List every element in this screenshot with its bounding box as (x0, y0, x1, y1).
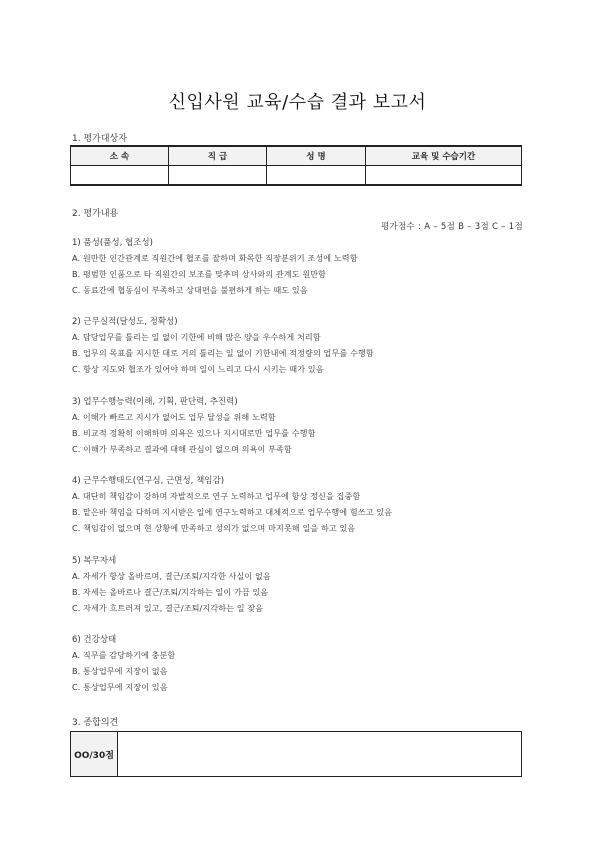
category-ability (72, 395, 532, 457)
category-item-b: B. 비교적 정확히 이해하며 의욕은 있으나 지시대로만 업무를 수행함 (72, 428, 316, 438)
period-cell[interactable] (366, 165, 522, 185)
column-header-department: 소 속 (71, 146, 169, 165)
category-item-a: A. 원만한 인간관계로 직원간에 협조를 잘하며 화목한 직장분위기 조성에 노력함 (72, 253, 358, 263)
document-title: 신입사원 교육/수습 결과 보고서 (168, 92, 427, 113)
category-title: 2) 근무실적(달성도, 정확성) (72, 317, 178, 327)
table-row (71, 165, 522, 185)
category-title: 4) 근무수행태도(연구심, 근면성, 책임감) (72, 476, 225, 486)
category-item-b: B. 맡은바 책임을 다하며 지시받은 일에 연구노력하고 대체적으로 업무수행에 힘쓰고 있음 (72, 507, 393, 517)
evaluatee-table-header (71, 146, 522, 165)
section-heading-evaluation: 2. 평가내용 (72, 209, 119, 219)
section-heading-evaluatee: 1. 평가대상자 (72, 134, 127, 144)
category-item-a: A. 담당업무를 틀리는 일 없이 기한에 비해 많은 양을 우수하게 처리함 (72, 332, 321, 342)
category-title: 1) 품성(품성, 협조성) (72, 238, 153, 248)
opinion-text-cell[interactable] (118, 732, 522, 777)
category-item-a: A. 직무를 감당하기에 충분함 (72, 650, 176, 660)
category-item-b: B. 업무의 목표를 지시한 대로 거의 틀리는 일 없이 기한내에 적정량의 업무를 수행함 (72, 348, 374, 358)
category-title: 3) 업무수행능력(이해, 기획, 판단력, 추진력) (72, 397, 238, 407)
category-item-b: B. 통상업무에 지장이 없음 (72, 666, 168, 676)
category-item-b: B. 평범한 인품으로 타 직원간의 보조를 맞추며 상사와의 관계도 원만함 (72, 269, 327, 279)
column-header-period: 교육 및 수습기간 (366, 146, 522, 165)
department-cell[interactable] (71, 165, 169, 185)
score-scale-note: 평가점수 : A – 5점 B – 3점 C – 1점 (380, 222, 523, 232)
category-item-a: A. 자세가 항상 올바르며, 결근/조퇴/지각한 사실이 없음 (72, 571, 271, 581)
category-item-c: C. 항상 지도와 협조가 있어야 하며 일이 느리고 다시 시키는 때가 있음 (72, 364, 324, 374)
section-heading-opinion: 3. 종합의견 (72, 718, 119, 728)
name-cell[interactable] (267, 165, 366, 185)
category-title: 6) 건강상태 (72, 635, 117, 645)
column-header-position: 직 급 (169, 146, 267, 165)
position-cell[interactable] (169, 165, 267, 185)
total-score-label: OO/30점 (71, 732, 118, 777)
category-conduct (72, 554, 532, 616)
category-item-a: A. 이해가 빠르고 지시가 없어도 업무 달성을 위해 노력함 (72, 412, 276, 422)
category-health (72, 633, 532, 695)
category-performance (72, 315, 532, 377)
category-character (72, 236, 532, 298)
column-header-name: 성 명 (267, 146, 366, 165)
category-item-c: C. 자세가 흐트러져 있고, 결근/조퇴/지각하는 일 잦음 (72, 603, 264, 613)
evaluatee-table (70, 145, 522, 186)
category-item-b: B. 자세는 올바르나 결근/조퇴/지각하는 일이 가끔 있음 (72, 587, 269, 597)
category-item-c: C. 통상업무에 지장이 있음 (72, 682, 168, 692)
category-item-c: C. 동료간에 협동심이 부족하고 상대편을 불편하게 하는 때도 있음 (72, 285, 308, 295)
category-attitude (72, 474, 532, 536)
category-item-c: C. 책임감이 없으며 현 상황에 만족하고 성의가 없으며 마지못해 일을 하고 있음 (72, 523, 356, 533)
category-title: 5) 복무자세 (72, 556, 117, 566)
category-item-a: A. 대단히 책임감이 강하며 자발적으로 연구 노력하고 업무에 항상 정신을 집중함 (72, 491, 361, 501)
opinion-table (70, 731, 522, 777)
category-item-c: C. 이해가 부족하고 결과에 대해 관심이 없으며 의욕이 부족함 (72, 444, 292, 454)
